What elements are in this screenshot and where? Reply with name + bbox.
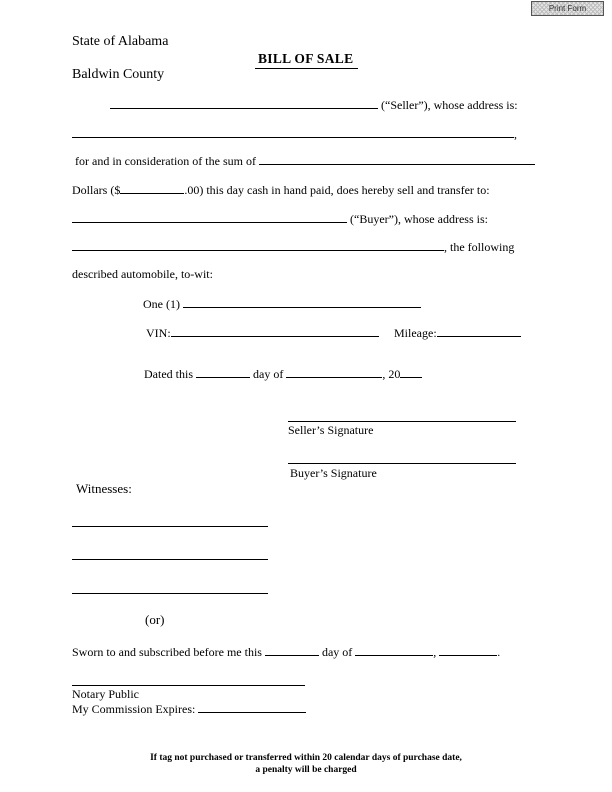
- seller-address-row: [72, 126, 517, 142]
- dollars-amount-field[interactable]: [120, 182, 184, 194]
- dated-day-of-label: day of: [253, 367, 284, 381]
- vin-field[interactable]: [171, 325, 379, 337]
- seller-row: [110, 97, 518, 113]
- vin-row: [146, 325, 379, 341]
- sworn-comma: ,: [433, 645, 437, 659]
- buyer-signature-label: Buyer’s Signature: [290, 466, 377, 480]
- consideration-row: [75, 153, 535, 169]
- buyer-address-field[interactable]: [72, 239, 444, 251]
- sworn-year-field[interactable]: [439, 644, 497, 656]
- dated-year-field[interactable]: [400, 366, 422, 378]
- county-label: Baldwin County: [72, 67, 165, 82]
- witness-line-2[interactable]: [72, 559, 268, 560]
- mileage-row: [394, 325, 521, 341]
- seller-signature-label: Seller’s Signature: [288, 423, 374, 437]
- page-title: BILL OF SALE: [258, 51, 354, 66]
- seller-signature-line[interactable]: [288, 421, 516, 422]
- notary-signature-line[interactable]: [72, 685, 305, 686]
- witness-line-3[interactable]: [72, 593, 268, 594]
- footer-warning-line-1: If tag not purchased or transferred within 20 calendar days of purchase date,: [150, 753, 462, 763]
- seller-name-field[interactable]: [110, 97, 378, 109]
- footer-warning-line-2: a penalty will be charged: [255, 765, 357, 775]
- print-form-button[interactable]: Print Form: [531, 1, 604, 16]
- witness-line-1[interactable]: [72, 526, 268, 527]
- sworn-period: .: [497, 645, 501, 659]
- sworn-month-field[interactable]: [355, 644, 433, 656]
- seller-suffix-text: (“Seller”), whose address is:: [381, 98, 518, 112]
- commission-row: [72, 701, 306, 717]
- commission-label: My Commission Expires:: [72, 702, 196, 716]
- mileage-field[interactable]: [437, 325, 521, 337]
- notary-public-label: Notary Public: [72, 687, 139, 701]
- seller-address-field[interactable]: [72, 126, 514, 138]
- dated-row: [144, 366, 422, 382]
- buyer-address-row: [72, 239, 514, 255]
- consideration-text: for and in consideration of the sum of: [75, 154, 256, 168]
- buyer-row: [72, 211, 488, 227]
- one-label: One (1): [143, 297, 180, 311]
- consideration-amount-field[interactable]: [259, 153, 535, 165]
- or-label: (or): [145, 612, 165, 627]
- dated-month-field[interactable]: [286, 366, 382, 378]
- seller-address-comma: ,: [514, 127, 517, 141]
- vin-label: VIN:: [146, 326, 171, 340]
- sworn-row: [72, 644, 500, 660]
- following-text: , the following: [444, 240, 515, 254]
- sworn-text: Sworn to and subscribed before me this: [72, 645, 262, 659]
- state-label: State of Alabama: [72, 34, 169, 49]
- year-prefix: , 20: [382, 367, 401, 381]
- buyer-suffix-text: (“Buyer”), whose address is:: [350, 212, 488, 226]
- commission-expires-field[interactable]: [198, 701, 306, 713]
- vehicle-description-field[interactable]: [183, 296, 421, 308]
- buyer-name-field[interactable]: [72, 211, 347, 223]
- sworn-day-field[interactable]: [265, 644, 319, 656]
- title-underline: [255, 68, 358, 69]
- buyer-signature-line[interactable]: [288, 463, 516, 464]
- described-text: described automobile, to-wit:: [72, 267, 213, 281]
- dollars-suffix: .00) this day cash in hand paid, does hereby sell and transfer to:: [184, 183, 490, 197]
- dollars-prefix: Dollars ($: [72, 183, 121, 197]
- vehicle-row: [143, 296, 421, 312]
- witnesses-label: Witnesses:: [76, 481, 132, 496]
- sworn-day-of-label: day of: [321, 645, 353, 659]
- dated-day-field[interactable]: [196, 366, 250, 378]
- mileage-label: Mileage:: [394, 326, 437, 340]
- dated-this-label: Dated this: [144, 367, 193, 381]
- dollars-row: [72, 182, 490, 198]
